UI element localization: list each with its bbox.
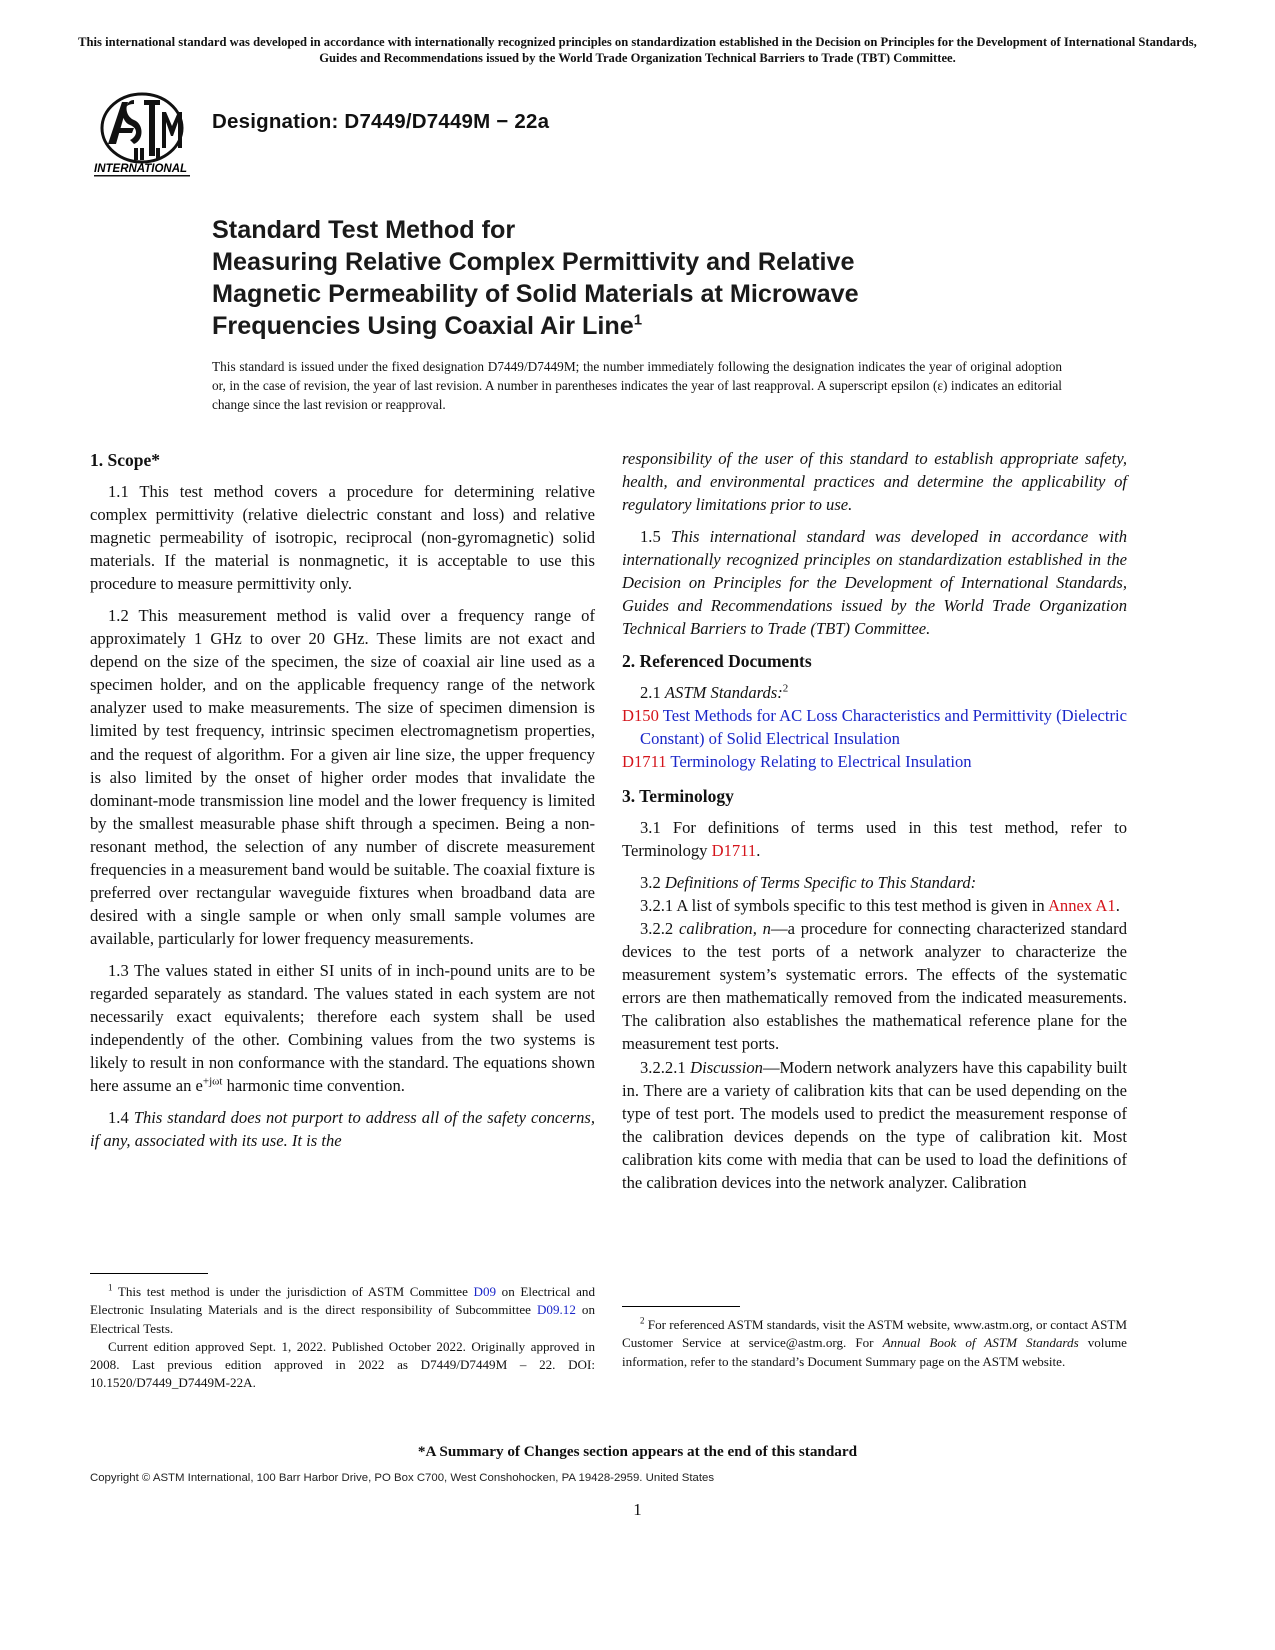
link-terminology-d1711[interactable]: D1711 xyxy=(711,841,757,861)
para-1-5: 1.5 This international standard was developed in accordance with internationally recognized principles on standardization established in the Decision on Principles for the Development of International Standards, Guides and Recommendations issued by the World Trade Organization Technical Barriers to Trade (TBT) Committee. xyxy=(622,526,1128,639)
para-3-2-1: 3.2.1 A list of symbols specific to this test method is given in Annex A1. xyxy=(640,895,1120,915)
para-1-3: 1.3 The values stated in either SI units of in inch-pound units are to be regarded separately as standard. The values stated in each system are not necessarily exact equivalents; therefore each system shall be used independently of the other. Combining values from the two systems is likely to result in non conformance with the standard. The equations shown here assume an $e^{+j\omega t}$ harmonic time convention. xyxy=(90,960,595,1096)
summary-of-changes-note: *A Summary of Changes section appears at the end of this standard xyxy=(417,1443,858,1460)
footnote-2: $^2$ For referenced ASTM standards, visit the ASTM website, www.astm.org, or contact ASTM Customer Service at service@astm.org. For Annual Book of ASTM Standards volume information, refer to the standard’s Document Summary page on the ASTM website. xyxy=(622,1315,1127,1369)
page-number: 1 xyxy=(633,1500,642,1519)
astm-logo xyxy=(94,92,194,180)
section-heading-referenced-documents: 2. Referenced Documents xyxy=(622,650,812,671)
title-footnote-mark: 1 xyxy=(633,311,643,329)
right-column xyxy=(622,447,1127,1203)
para-1-2: 1.2 This measurement method is valid over a frequency range of approximately 1 GHz to over 20 GHz. These limits are not exact and depend on the size of the specimen, the size of coaxial air line used as a specimen holder, and on the applicable frequency range of the network analyzer used to make measurements. The size of specimen dimension is limited by test frequency, intrinsic specimen electromagnetism properties, and the request of algorithm. For a given air line size, the upper frequency is also limited by the onset of higher order modes that invalidate the dominant-mode transmission line model and the lower frequency is limited by the smallest measurable phase shift through a specimen. Being a non-resonant method, the selection of any number of discrete measurement frequencies in a measurement band would be suitable. The coaxial fixture is preferred over rectangular waveguide fixtures when broadband data are desired with a single sample or when only small sample volumes are available, particularly for lower frequency measurements. xyxy=(90,605,595,949)
para-3-2-2-1: 3.2.2.1 Discussion—Modern network analyzers have this capability built in. There are a variety of calibration kits that can be used depending on the type of test port. The models used to predict the measurement response of the calibration devices depends on the type of calibration kit. Most calibration kits come with media that can be used to load the definitions of the calibration devices into the network analyzer. Calibration xyxy=(622,1057,1127,1193)
title-line-1: Standard Test Method for xyxy=(212,216,516,244)
copyright: Copyright © ASTM International, 100 Barr Harbor Drive, PO Box C700, West Conshohocken, PA 19428-2959. United States xyxy=(90,1472,715,1484)
link-annex-a1[interactable]: Annex A1 xyxy=(1047,895,1116,915)
footnote-rule xyxy=(622,1306,740,1307)
link-d09[interactable]: D09 xyxy=(473,1284,497,1299)
para-3-2-2: 3.2.2 calibration, n—a procedure for connecting characterized standard devices to the test ports of a network analyzer to characterize the measurement system’s systematic errors. The effects of the systematic errors are then mathematically removed from the indicated measurements. The calibration also establishes the mathematical reference plane for the measurement test ports. xyxy=(622,919,1127,1054)
title-line-4: Frequencies Using Coaxial Air Line xyxy=(212,312,634,340)
para-3-2: 3.2 Definitions of Terms Specific to This Standard: xyxy=(640,872,977,892)
para-3-1: 3.1 For definitions of terms used in this test method, refer to Terminology D1711. xyxy=(622,818,1127,861)
issued-note: This standard is issued under the fixed designation D7449/D7449M; the number immediately following the designation indicates the year of original adoption or, in the case of revision, the year of last revision. A number in parentheses indicates the year of last reapproval. A superscript epsilon (ε) indicates an editorial change since the last revision or reapproval. xyxy=(212,359,1062,412)
document-title xyxy=(212,214,1032,342)
logo-text: INTERNATIONAL xyxy=(94,163,188,175)
header-notice: This international standard was developed in accordance with internationally recognized principles on standardization established in the Decision on Principles for the Development of International Standards, Guides and Recommendations issued by the World Trade Organization Technical Barriers to Trade (TBT) Committee. xyxy=(78,35,1197,65)
time-convention-exponent: +jωt xyxy=(202,1075,223,1088)
title-line-3: Magnetic Permeability of Solid Materials at Microwave xyxy=(212,280,859,308)
para-2-1: 2.1 ASTM Standards:$^2$ xyxy=(640,682,789,702)
title-line-2: Measuring Relative Complex Permittivity and Relative xyxy=(212,248,855,276)
designation: Designation: D7449/D7449M − 22a xyxy=(212,110,550,133)
para-1-1: 1.1 This test method covers a procedure for determining relative complex permittivity (relative dielectric constant and loss) and relative magnetic permeability of isotropic, reciprocal (non-gyromagnetic) solid materials. If the material is nonmagnetic, it is acceptable to use this procedure to measure permittivity only. xyxy=(90,482,595,594)
astm-logo-icon xyxy=(94,92,194,180)
link-d09-12[interactable]: D09.12 xyxy=(536,1302,576,1318)
footnotes-left xyxy=(90,1273,595,1393)
para-1-4-continued: responsibility of the user of this standard to establish appropriate safety, health, and environmental practices and determine the applicability of regulatory limitations prior to use. xyxy=(622,449,1127,515)
para-1-4: 1.4 This standard does not purport to address all of the safety concerns, if any, associated with its use. It is the xyxy=(90,1107,596,1151)
left-column xyxy=(90,448,595,1161)
section-heading-scope: 1. Scope* xyxy=(90,450,160,470)
reference-list xyxy=(622,704,1127,773)
footnote-1-edition: Current edition approved Sept. 1, 2022. Published October 2022. Originally approved in 2008. Last previous edition approved in 2022 as D7449/D7449M – 22. DOI: 10.1520/D7449_D7449M-22A. xyxy=(90,1338,595,1391)
reference-d150[interactable]: D150 Test Methods for AC Loss Characteristics and Permittivity (Dielectric Constant) of Solid Electrical Insulation xyxy=(622,705,1128,748)
footnote-rule xyxy=(90,1273,208,1274)
footnote-1: $^1$ This test method is under the jurisdiction of ASTM Committee D09 on Electrical and Electronic Insulating Materials and is the direct responsibility of Subcommittee D09.12 on Electrical Tests. xyxy=(90,1282,595,1336)
reference-d1711[interactable]: D1711 Terminology Relating to Electrical Insulation xyxy=(622,752,972,772)
section-heading-terminology: 3. Terminology xyxy=(622,786,734,807)
footnotes-right xyxy=(622,1306,1127,1371)
